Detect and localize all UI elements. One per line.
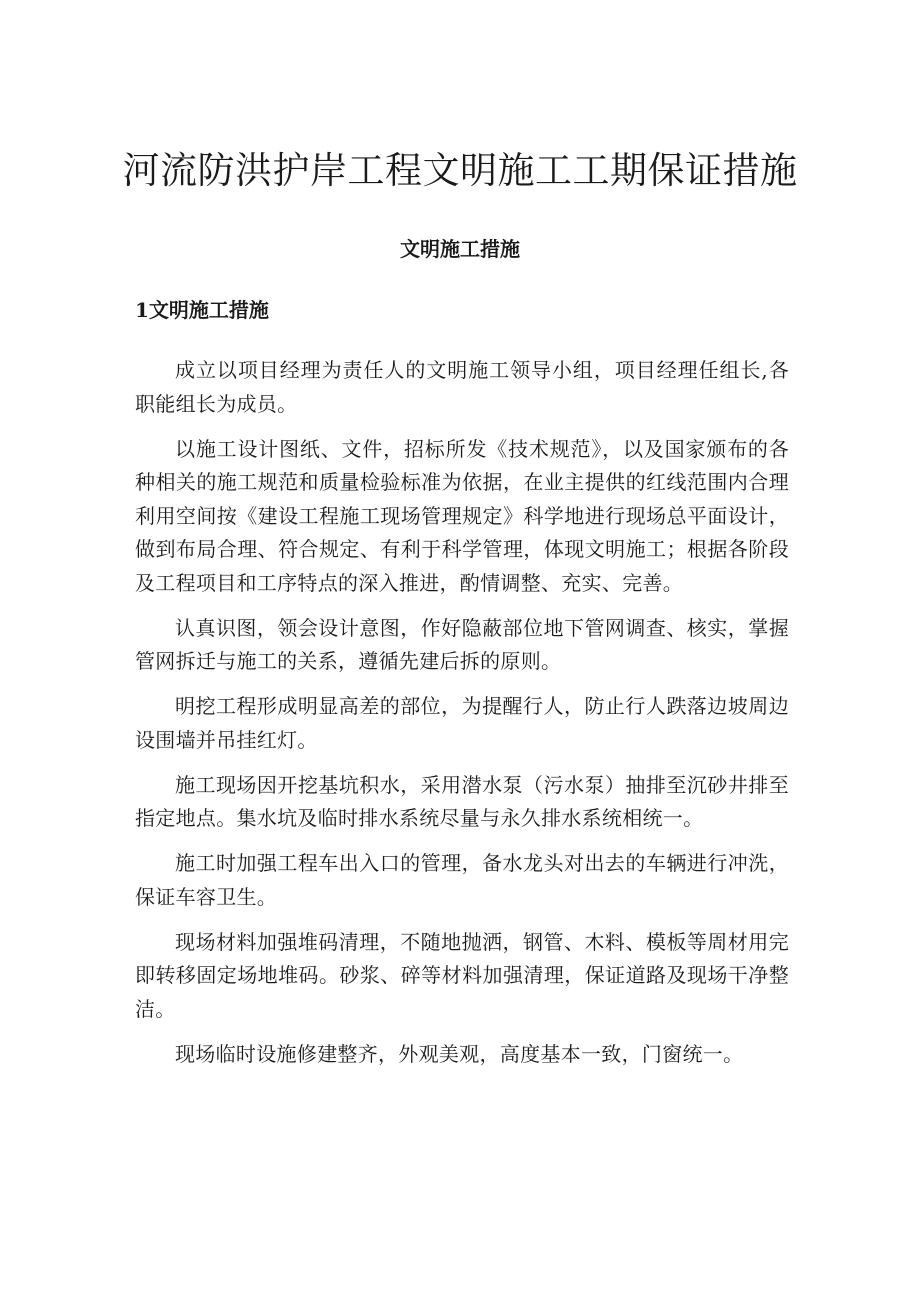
- paragraph: 施工现场因开挖基坑积水，采用潜水泵（污水泵）抽排至沉砂井排至指定地点。集水坑及临时排水系统尽量与永久排水系统相统一。: [135, 772, 789, 830]
- paragraph: 成立以项目经理为责任人的文明施工领导小组，项目经理任组长,各职能组长为成员。: [135, 358, 789, 416]
- section-title: 文明施工措施: [400, 237, 520, 261]
- paragraph: 明挖工程形成明显高差的部位，为提醒行人，防止行人跌落边坡周边设围墙并吊挂红灯。: [135, 694, 789, 752]
- paragraph: 认真识图，领会设计意图，作好隐蔽部位地下管网调查、核实，掌握管网拆迁与施工的关系，遵循先建后拆的原则。: [135, 615, 789, 673]
- paragraph: 现场材料加强堆码清理，不随地抛洒，钢管、木料、模板等周材用完即转移固定场地堆码。砂浆、碎等材料加强清理，保证道路及现场干净整洁。: [135, 929, 789, 1021]
- document-body: [135, 354, 789, 1083]
- paragraph: 施工时加强工程车出入口的管理，备水龙头对出去的车辆进行冲洗，保证车容卫生。: [135, 851, 789, 909]
- document-title: 河流防洪护岸工程文明施工工期保证措施: [122, 149, 798, 192]
- paragraph: 现场临时设施修建整齐，外观美观，高度基本一致，门窗统一。: [175, 1041, 744, 1066]
- subsection-title: 1文明施工措施: [135, 298, 269, 322]
- paragraph: 以施工设计图纸、文件，招标所发《技术规范》，以及国家颁布的各种相关的施工规范和质量检验标准为依据，在业主提供的红线范围内合理利用空间按《建设工程施工现场管理规定》科学地进行现场总平面设计，做到布局合理、符合规定、有利于科学管理，体现文明施工；根据各阶段及工程项目和工序特点的深入推进，酌情调整、充实、完善。: [135, 436, 789, 595]
